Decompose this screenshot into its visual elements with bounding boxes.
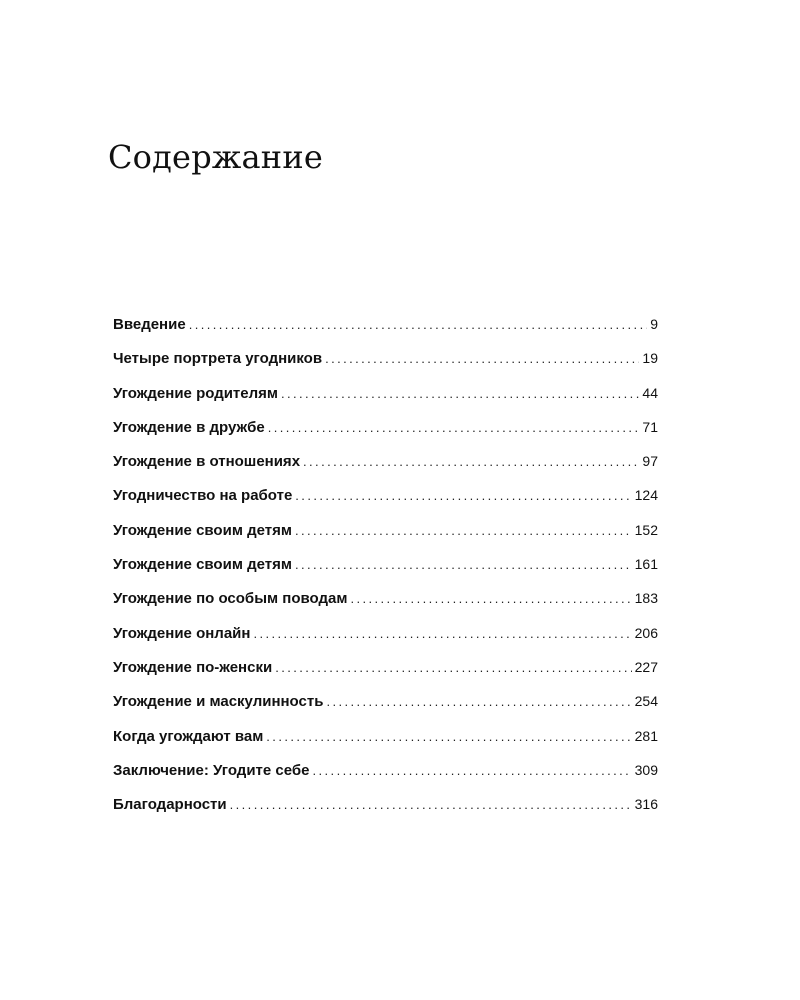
dot-leader	[275, 660, 631, 675]
toc-page-number: 309	[634, 761, 658, 778]
toc-page-number: 183	[634, 590, 658, 607]
toc-entry[interactable]	[113, 522, 658, 556]
table-of-contents	[113, 316, 658, 830]
dot-leader	[350, 591, 631, 606]
dot-leader	[268, 420, 640, 435]
dot-leader	[326, 694, 631, 709]
page-title: Содержание	[108, 138, 323, 176]
toc-entry-title: Угождение своим детям	[113, 521, 292, 539]
dot-leader	[189, 317, 648, 332]
toc-entry-title: Благодарности	[113, 796, 227, 814]
toc-entry[interactable]	[113, 693, 658, 727]
toc-page-number: 206	[634, 624, 658, 641]
toc-entry-title: Угодничество на работе	[113, 487, 293, 505]
toc-page-number: 161	[634, 556, 658, 573]
toc-page-number: 316	[634, 796, 658, 813]
toc-entry-title: Угождение в дружбе	[113, 418, 265, 436]
toc-entry[interactable]	[113, 762, 658, 796]
toc-entry-title: Угождение в отношениях	[113, 453, 301, 471]
dot-leader	[303, 454, 639, 469]
toc-page-number: 19	[642, 350, 658, 367]
toc-entry-title: Четыре портрета угодников	[113, 350, 323, 368]
toc-entry-title: Угождение и маскулинность	[113, 693, 324, 711]
toc-page-number: 97	[642, 453, 658, 470]
toc-entry-title: Угождение по особым поводам	[113, 590, 348, 608]
dot-leader	[295, 523, 632, 538]
toc-entry[interactable]	[113, 728, 658, 762]
toc-entry-title: Угождение родителям	[113, 384, 278, 402]
toc-entry[interactable]	[113, 796, 658, 830]
dot-leader	[253, 626, 631, 641]
dot-leader	[313, 763, 632, 778]
dot-leader	[230, 797, 632, 812]
toc-page-number: 9	[650, 316, 658, 332]
toc-page-number: 44	[642, 384, 658, 401]
toc-entry[interactable]	[113, 625, 658, 659]
toc-entry[interactable]	[113, 419, 658, 453]
dot-leader	[281, 386, 639, 401]
toc-entry-title: Угождение онлайн	[113, 624, 251, 642]
toc-entry-title: Угождение по-женски	[113, 658, 273, 676]
toc-page-number: 152	[634, 521, 658, 538]
dot-leader	[295, 557, 632, 572]
dot-leader	[266, 729, 631, 744]
dot-leader	[325, 351, 639, 366]
toc-entry-title: Заключение: Угодите себе	[113, 761, 310, 779]
toc-page-number: 227	[634, 658, 658, 675]
toc-entry[interactable]	[113, 659, 658, 693]
toc-entry[interactable]	[113, 590, 658, 624]
toc-entry[interactable]	[113, 316, 658, 350]
toc-page-number: 124	[634, 487, 658, 504]
toc-entry[interactable]	[113, 487, 658, 521]
toc-entry-title: Угождение своим детям	[113, 556, 292, 574]
toc-page-number: 281	[634, 727, 658, 744]
toc-entry-title: Когда угождают вам	[113, 727, 264, 745]
toc-page-number: 71	[642, 418, 658, 435]
toc-page-number: 254	[634, 693, 658, 710]
dot-leader	[295, 488, 631, 503]
toc-entry-title: Введение	[113, 316, 186, 333]
toc-entry[interactable]	[113, 556, 658, 590]
toc-entry[interactable]	[113, 453, 658, 487]
toc-entry[interactable]	[113, 350, 658, 384]
toc-entry[interactable]	[113, 385, 658, 419]
